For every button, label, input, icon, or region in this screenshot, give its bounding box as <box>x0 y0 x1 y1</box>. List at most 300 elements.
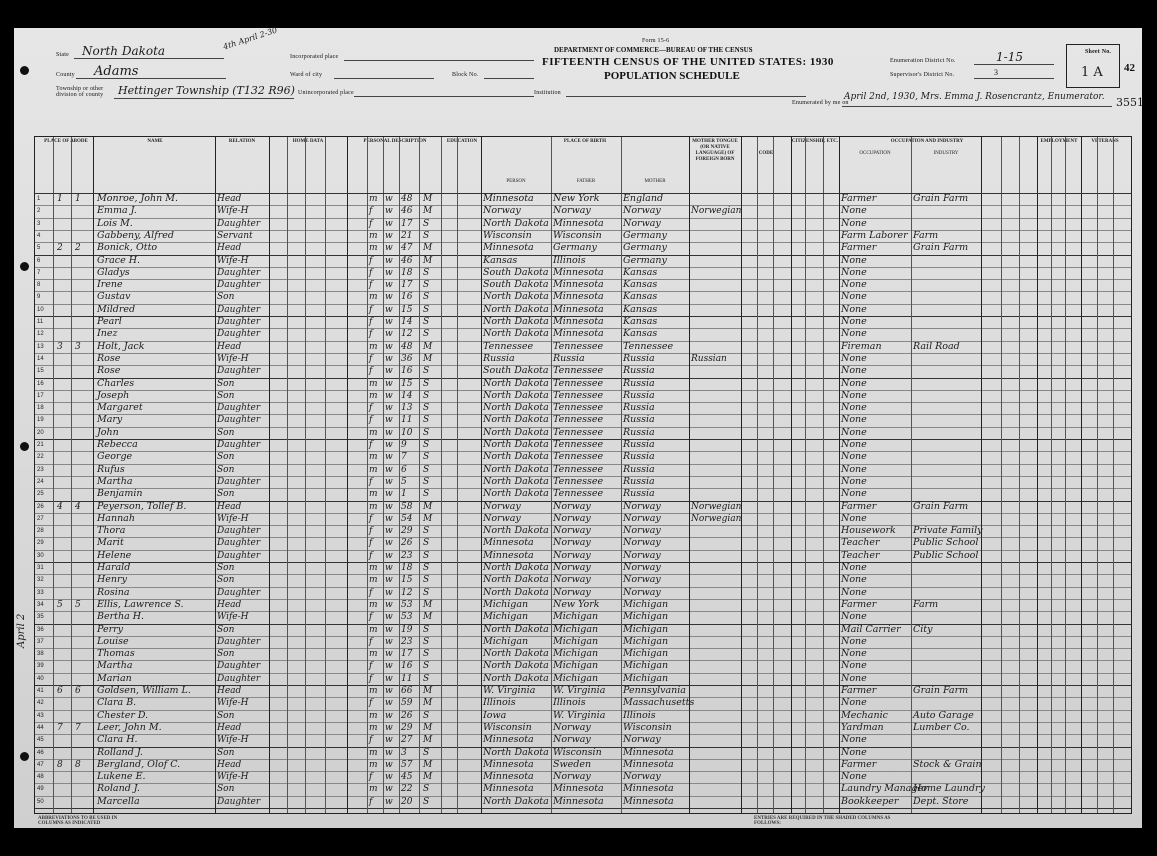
cell-mother: Russia <box>623 439 655 450</box>
cell-mother: Russia <box>623 463 655 475</box>
cell-mother: Norway <box>623 586 661 598</box>
cell-father: Minnesota <box>553 795 604 807</box>
cell-race: w <box>385 661 393 672</box>
cell-name: Peyerson, Tollef B. <box>97 500 187 512</box>
cell-race: w <box>385 390 393 401</box>
cell-age: 12 <box>401 587 413 598</box>
cell-birth: North Dakota <box>483 217 549 229</box>
cell-occ: Mechanic <box>841 709 888 721</box>
cell-father: Norway <box>553 574 591 586</box>
cell-age: 15 <box>401 378 413 389</box>
cell-mother: Norway <box>623 771 661 783</box>
cell-birth: Tennessee <box>483 340 534 352</box>
table-row <box>35 378 1131 390</box>
cell-father: Michigan <box>553 623 599 635</box>
column-divider <box>419 137 420 813</box>
cell-rel: Wife-H <box>217 206 249 217</box>
cell-birth: North Dakota <box>483 389 549 401</box>
cell-n: 39 <box>37 663 44 670</box>
cell-race: w <box>385 341 393 352</box>
cell-n: 29 <box>37 540 44 547</box>
cell-race: w <box>385 353 393 364</box>
cell-name: Hannah <box>97 512 135 524</box>
table-row <box>35 205 1131 217</box>
cell-rel: Head <box>217 194 242 204</box>
cell-mother: Russia <box>623 488 655 500</box>
cell-occ: None <box>841 303 867 315</box>
cell-mother: Michigan <box>623 672 669 684</box>
cell-age: 10 <box>401 427 413 438</box>
cell-age: 11 <box>401 673 413 684</box>
cell-rel: Daughter <box>217 661 261 672</box>
cell-rel: Servant <box>217 230 253 241</box>
cell-occ: Fireman <box>841 340 882 352</box>
cell-ms: S <box>423 661 430 672</box>
cell-ind: Grain Farm <box>913 242 969 254</box>
cell-ind: Public School <box>913 549 979 561</box>
cell-sex: m <box>369 686 378 696</box>
cell-name: Inez <box>97 328 118 340</box>
cell-ind: Farm <box>913 598 939 610</box>
table-row <box>35 451 1131 463</box>
cell-n: 28 <box>37 528 44 535</box>
cell-ms: S <box>423 317 430 327</box>
cell-father: Minnesota <box>553 328 604 340</box>
section-place-of-abode: PLACE OF ABODE <box>44 139 88 144</box>
column-divider <box>481 137 482 813</box>
cell-name: Martha <box>97 475 133 487</box>
cell-ind: Farm <box>913 229 939 241</box>
cell-rel: Wife-H <box>217 255 249 266</box>
cell-rel: Wife-H <box>217 772 249 783</box>
cell-tongue: Russian <box>691 353 727 364</box>
cell-occ: Farm Laborer <box>841 229 908 241</box>
cell-name: Louise <box>97 635 129 647</box>
table-row <box>35 796 1131 808</box>
cell-age: 1 <box>401 489 407 500</box>
cell-n: 11 <box>37 319 44 325</box>
state-label: State <box>56 52 69 58</box>
cell-ms: S <box>423 267 430 278</box>
cell-father: Germany <box>553 242 597 254</box>
cell-n: 23 <box>37 466 44 473</box>
cell-race: w <box>385 796 393 807</box>
table-row <box>35 587 1131 599</box>
cell-birth: North Dakota <box>483 660 549 672</box>
cell-name: Bonick, Otto <box>97 242 158 254</box>
cell-occ: None <box>841 512 867 524</box>
census-sheet <box>14 25 1144 828</box>
cell-rel: Son <box>217 378 235 389</box>
cell-sex: m <box>369 464 378 475</box>
cell-age: 23 <box>401 636 413 647</box>
table-row <box>35 255 1131 267</box>
cell-occ: None <box>841 475 867 487</box>
cell-mother: Michigan <box>623 648 669 660</box>
cell-ms: S <box>423 366 430 377</box>
table-row <box>35 488 1131 500</box>
cell-birth: North Dakota <box>483 377 549 389</box>
cell-sex: f <box>369 280 373 291</box>
county-label: County <box>56 72 75 78</box>
cell-occ: None <box>841 414 867 426</box>
cell-birth: W. Virginia <box>483 685 536 696</box>
table-row <box>35 267 1131 279</box>
cell-birth: Iowa <box>483 709 507 721</box>
cell-n: 21 <box>37 442 44 448</box>
incorporated-label: Incorporated place <box>290 54 339 60</box>
cell-n: 9 <box>37 294 41 301</box>
cell-birth: North Dakota <box>483 414 549 426</box>
abbrev-heading: ABBREVIATIONS TO BE USED IN COLUMNS AS INDICATED <box>38 816 118 826</box>
institution-label: Institution <box>534 90 561 96</box>
stamp-note: 4th April 2-30 <box>221 25 279 52</box>
cell-race: w <box>385 427 393 438</box>
cell-ind: Grain Farm <box>913 193 969 204</box>
cell-race: w <box>385 612 393 623</box>
cell-name: Emma J. <box>97 205 137 217</box>
cell-n: 8 <box>37 282 41 289</box>
cell-sex: f <box>369 661 373 672</box>
cell-rel: Daughter <box>217 366 261 377</box>
cell-mother: Germany <box>623 242 667 254</box>
cell-age: 17 <box>401 280 413 291</box>
cell-sex: m <box>369 489 378 500</box>
cell-mother: England <box>623 193 664 204</box>
cell-sex: m <box>369 747 378 758</box>
cell-n: 13 <box>37 343 44 350</box>
cell-name: Rosina <box>97 586 130 598</box>
cell-occ: None <box>841 439 867 450</box>
cell-fam: 6 <box>75 686 81 696</box>
cell-father: W. Virginia <box>553 685 606 696</box>
cell-race: w <box>385 575 393 586</box>
cell-race: w <box>385 206 393 217</box>
cell-occ: Laundry Manager <box>841 783 928 795</box>
cell-n: 2 <box>37 208 41 215</box>
cell-n: 37 <box>37 638 44 645</box>
cell-n: 40 <box>37 675 44 682</box>
sheet-value: 1 A <box>1081 65 1103 80</box>
cell-mother: Norway <box>623 574 661 586</box>
cell-rel: Wife-H <box>217 698 249 709</box>
column-divider <box>325 137 326 813</box>
cell-mother: Kansas <box>623 266 658 278</box>
cell-father: Tennessee <box>553 439 604 450</box>
cell-occ: None <box>841 672 867 684</box>
cell-birth: North Dakota <box>483 328 549 340</box>
header-mother: MOTHER <box>644 179 666 184</box>
column-divider <box>791 137 792 813</box>
cell-occ: None <box>841 316 867 327</box>
table-row <box>35 193 1131 205</box>
cell-rel: Son <box>217 784 235 795</box>
cell-name: Lois M. <box>97 217 133 229</box>
cell-rel: Head <box>217 722 242 733</box>
cell-n: 24 <box>37 478 44 485</box>
cell-n: 26 <box>37 503 44 510</box>
cell-birth: South Dakota <box>483 365 549 377</box>
section-mother-tongue: MOTHER TONGUE (OR NATIVE LANGUAGE) OF FOREIGN BORN <box>692 139 738 162</box>
column-divider <box>839 137 840 813</box>
cell-rel: Head <box>217 341 242 352</box>
cell-age: 6 <box>401 464 407 475</box>
cell-birth: Minnesota <box>483 537 534 549</box>
cell-rel: Daughter <box>217 550 261 561</box>
cell-father: Tennessee <box>553 389 604 401</box>
cell-name: Bergland, Olof C. <box>97 758 181 770</box>
cell-sex: m <box>369 575 378 586</box>
column-divider <box>773 137 774 813</box>
cell-birth: Wisconsin <box>483 229 532 241</box>
cell-age: 17 <box>401 649 413 660</box>
cell-name: Marit <box>97 537 124 549</box>
cell-dw: 3 <box>57 341 63 352</box>
table-row <box>35 771 1131 783</box>
cell-occ: None <box>841 463 867 475</box>
cell-ms: M <box>423 206 433 217</box>
column-divider <box>621 137 622 813</box>
cell-age: 66 <box>401 686 413 696</box>
table-row <box>35 648 1131 660</box>
cell-occ: Farmer <box>841 685 877 696</box>
cell-father: Wisconsin <box>553 229 602 241</box>
cell-age: 16 <box>401 292 413 303</box>
cell-mother: Norway <box>623 217 661 229</box>
column-divider <box>1081 137 1082 813</box>
table-row <box>35 316 1131 328</box>
table-row <box>35 439 1131 451</box>
cell-father: Sweden <box>553 758 592 770</box>
cell-occ: None <box>841 697 867 709</box>
cell-birth: South Dakota <box>483 266 549 278</box>
cell-father: Illinois <box>553 697 586 709</box>
cell-sex: m <box>369 292 378 303</box>
cell-mother: Kansas <box>623 316 658 327</box>
cell-tongue: Norwegian <box>691 501 742 512</box>
cell-n: 7 <box>37 269 41 276</box>
section-occupation-industry: OCCUPATION AND INDUSTRY <box>890 139 964 144</box>
cell-sex: f <box>369 513 373 524</box>
cell-father: New York <box>553 598 600 610</box>
cell-race: w <box>385 686 393 696</box>
cell-race: w <box>385 464 393 475</box>
cell-race: w <box>385 747 393 758</box>
cell-dw: 1 <box>57 194 63 204</box>
cell-ms: S <box>423 784 430 795</box>
cell-father: Norway <box>553 562 591 573</box>
cell-rel: Wife-H <box>217 513 249 524</box>
cell-occ: None <box>841 365 867 377</box>
cell-occ: None <box>841 279 867 291</box>
cell-sex: f <box>369 587 373 598</box>
cell-ms: S <box>423 292 430 303</box>
cell-mother: Norway <box>623 525 661 537</box>
column-divider <box>981 137 982 813</box>
cell-name: Rose <box>97 352 121 364</box>
cell-age: 9 <box>401 440 407 450</box>
cell-ms: S <box>423 464 430 475</box>
cell-name: Mary <box>97 414 123 426</box>
cell-n: 36 <box>37 626 44 633</box>
cell-age: 17 <box>401 218 413 229</box>
cell-rel: Daughter <box>217 526 261 537</box>
cell-rel: Daughter <box>217 403 261 414</box>
cell-dw: 5 <box>57 599 63 610</box>
column-divider <box>1097 137 1098 813</box>
cell-ind: Private Family <box>913 525 983 537</box>
cell-name: Helene <box>97 549 132 561</box>
cell-race: w <box>385 735 393 746</box>
cell-birth: North Dakota <box>483 586 549 598</box>
cell-dw: 6 <box>57 686 63 696</box>
cell-n: 31 <box>37 565 44 571</box>
cell-fam: 2 <box>75 243 81 254</box>
cell-n: 41 <box>37 688 44 694</box>
cell-ms: M <box>423 353 433 364</box>
cell-occ: None <box>841 648 867 660</box>
cell-race: w <box>385 194 393 204</box>
cell-name: Thomas <box>97 648 135 660</box>
cell-sex: f <box>369 329 373 340</box>
cell-birth: Minnesota <box>483 734 534 746</box>
cell-ms: M <box>423 599 433 610</box>
cell-occ: None <box>841 586 867 598</box>
cell-birth: Michigan <box>483 635 529 647</box>
cell-age: 29 <box>401 526 413 537</box>
cell-ms: M <box>423 501 433 512</box>
cell-sex: f <box>369 366 373 377</box>
cell-name: Monroe, John M. <box>97 193 179 204</box>
cell-name: John <box>97 426 119 438</box>
cell-age: 59 <box>401 698 413 709</box>
cell-rel: Daughter <box>217 304 261 315</box>
column-divider <box>287 137 288 813</box>
table-row <box>35 562 1131 574</box>
cell-mother: Russia <box>623 475 655 487</box>
cell-occ: None <box>841 611 867 623</box>
cell-father: Michigan <box>553 635 599 647</box>
section-education: EDUCATION <box>446 139 478 144</box>
cell-birth: North Dakota <box>483 525 549 537</box>
cell-race: w <box>385 599 393 610</box>
cell-race: w <box>385 440 393 450</box>
cell-birth: North Dakota <box>483 648 549 660</box>
cell-mother: Minnesota <box>623 746 674 758</box>
cell-mother: Michigan <box>623 635 669 647</box>
cell-name: Mildred <box>97 303 136 315</box>
cell-rel: Head <box>217 759 242 770</box>
cell-n: 46 <box>37 749 44 756</box>
cell-name: Gustav <box>97 291 131 303</box>
cell-race: w <box>385 649 393 660</box>
cell-name: Rufus <box>97 463 125 475</box>
cell-race: w <box>385 550 393 561</box>
cell-n: 43 <box>37 712 44 719</box>
cell-age: 26 <box>401 538 413 549</box>
cell-n: 49 <box>37 786 44 793</box>
cell-sex: m <box>369 649 378 660</box>
cell-ms: S <box>423 563 430 573</box>
cell-birth: Minnesota <box>483 771 534 783</box>
cell-ind: Grain Farm <box>913 685 969 696</box>
cell-father: New York <box>553 193 600 204</box>
cell-ms: S <box>423 476 430 487</box>
cell-ms: M <box>423 772 433 783</box>
cell-name: Marian <box>97 672 132 684</box>
cell-fam: 7 <box>75 722 81 733</box>
footer-instructions <box>34 814 1130 836</box>
column-divider <box>1001 137 1002 813</box>
table-row <box>35 353 1131 365</box>
cell-race: w <box>385 784 393 795</box>
cell-occ: None <box>841 734 867 746</box>
row-divider <box>35 808 1131 809</box>
cell-age: 53 <box>401 612 413 623</box>
cell-n: 10 <box>37 306 44 313</box>
cell-race: w <box>385 218 393 229</box>
cell-age: 5 <box>401 476 407 487</box>
cell-n: 18 <box>37 405 44 412</box>
table-row <box>35 218 1131 230</box>
cell-father: Norway <box>553 512 591 524</box>
cell-ms: S <box>423 329 430 340</box>
section-employment: EMPLOYMENT <box>1040 139 1078 144</box>
table-row <box>35 673 1131 685</box>
cell-rel: Son <box>217 464 235 475</box>
cell-rel: Daughter <box>217 415 261 426</box>
cell-father: Norway <box>553 205 591 217</box>
table-row <box>35 328 1131 340</box>
column-divider <box>269 137 270 813</box>
cell-rel: Wife-H <box>217 735 249 746</box>
cell-sex: m <box>369 341 378 352</box>
cell-sex: m <box>369 378 378 389</box>
cell-mother: Minnesota <box>623 758 674 770</box>
cell-ms: S <box>423 280 430 291</box>
cell-age: 7 <box>401 452 407 463</box>
cell-name: Charles <box>97 377 135 389</box>
cell-ms: S <box>423 230 430 241</box>
schedule-title: POPULATION SCHEDULE <box>604 70 740 82</box>
cell-rel: Son <box>217 649 235 660</box>
cell-birth: North Dakota <box>483 426 549 438</box>
cell-father: Minnesota <box>553 316 604 327</box>
column-divider <box>441 137 442 813</box>
cell-sex: f <box>369 796 373 807</box>
cell-mother: Russia <box>623 451 655 463</box>
cell-name: Joseph <box>97 389 130 401</box>
cell-sex: m <box>369 390 378 401</box>
cell-occ: None <box>841 660 867 672</box>
cell-birth: North Dakota <box>483 623 549 635</box>
cell-father: Minnesota <box>553 303 604 315</box>
cell-sex: m <box>369 427 378 438</box>
cell-birth: North Dakota <box>483 303 549 315</box>
cell-mother: Michigan <box>623 660 669 672</box>
header-divider <box>35 193 1131 194</box>
cell-ms: S <box>423 796 430 807</box>
cell-name: Marcella <box>97 795 140 807</box>
cell-race: w <box>385 378 393 389</box>
cell-birth: Norway <box>483 512 521 524</box>
cell-n: 17 <box>37 392 44 399</box>
cell-race: w <box>385 673 393 684</box>
column-divider <box>457 137 458 813</box>
column-divider <box>215 137 216 813</box>
cell-age: 20 <box>401 796 413 807</box>
cell-sex: m <box>369 722 378 733</box>
